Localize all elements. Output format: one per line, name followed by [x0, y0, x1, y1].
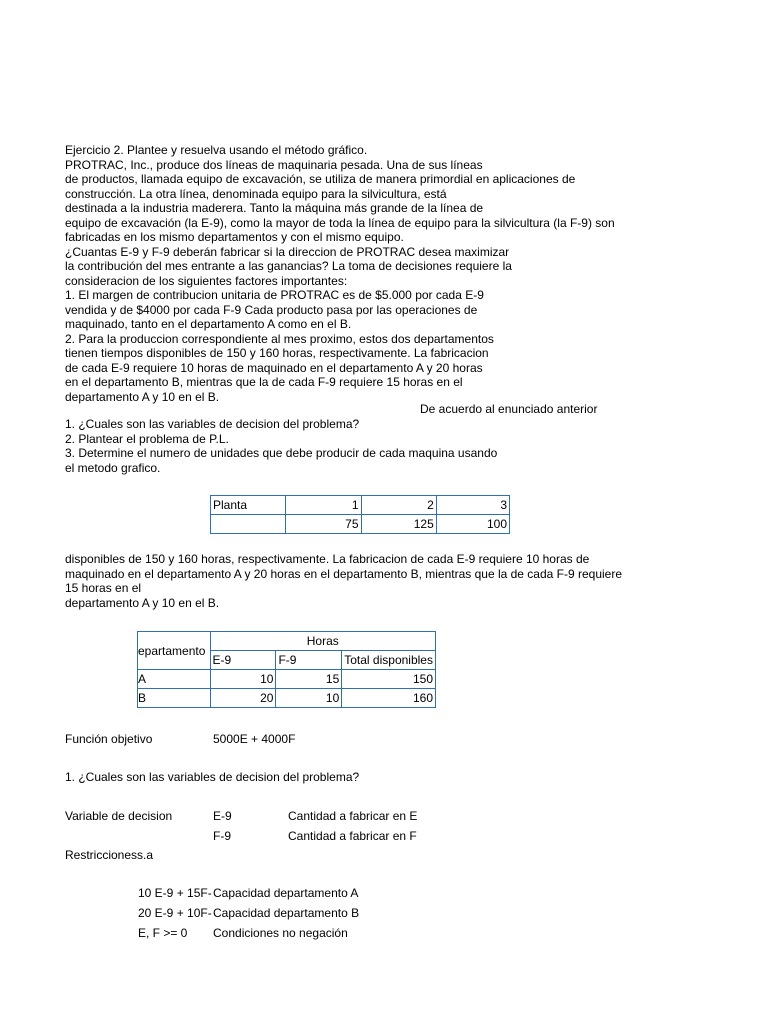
- right-note: De acuerdo al enunciado anterior: [420, 402, 598, 416]
- variable-name: E-9: [213, 809, 232, 823]
- table-row: [211, 515, 510, 534]
- table-cell: 20: [210, 689, 276, 708]
- restriction-expr: 20 E-9 + 10F-: [138, 906, 212, 920]
- table-cell: A: [138, 670, 211, 689]
- restated-line: departamento A y 10 en el B.: [65, 595, 220, 610]
- question-1: 1. ¿Cuales son las variables de decision del problema?: [65, 770, 360, 784]
- statement-line: de cada E-9 requiere 10 horas de maquinado en el departamento A y 20 horas: [65, 360, 483, 375]
- objective-expr: 5000E + 4000F: [213, 732, 296, 746]
- statement-line: ¿Cuantas E-9 y F-9 deberán fabricar si la direccion de PROTRAC desea maximizar: [65, 244, 510, 259]
- hours-table: [137, 631, 436, 708]
- statement-line: tienen tiempos disponibles de 150 y 160 horas, respectivamente. La fabricacion: [65, 346, 489, 360]
- statement-line: en el departamento B, mientras que la de cada F-9 requiere 15 horas en el: [65, 375, 463, 389]
- table-row: [138, 689, 436, 708]
- statement-line: fabricadas en los mismo departamentos y con el mismo equipo.: [65, 230, 404, 244]
- statement-line: PROTRAC, Inc., produce dos líneas de maquinaria pesada. Una de sus líneas: [65, 157, 483, 172]
- statement-line: 2. Para la produccion correspondiente al mes proximo, estos dos departamentos: [65, 331, 494, 346]
- restated-line: maquinado en el departamento A y 20 horas en el departamento B, mientras que la de cada F-9 requiere: [65, 566, 623, 581]
- exercise-statement: [65, 143, 615, 404]
- dept-header: epartamento: [138, 632, 211, 670]
- statement-line: equipo de excavación (la E-9), como la mayor de toda la línea de equipo para la silvicultura (la F-9) son: [65, 215, 615, 230]
- statement-line: consideracion de los siguientes factores importantes:: [65, 273, 348, 288]
- table-row: [211, 496, 510, 515]
- planta-table: [210, 495, 510, 534]
- col-header-f9: F-9: [276, 651, 342, 670]
- table-cell: 150: [342, 670, 436, 689]
- table-cell: 75: [286, 515, 361, 534]
- questions-list: [65, 417, 497, 475]
- restrictions-label: Restriccioness.a: [65, 848, 154, 862]
- table-cell: 10: [210, 670, 276, 689]
- statement-line: maquinado, tanto en el departamento A como en el B.: [65, 317, 352, 331]
- table-cell: 10: [276, 689, 342, 708]
- table-cell: 3: [436, 496, 509, 515]
- table-cell: B: [138, 689, 211, 708]
- table-cell: 125: [361, 515, 436, 534]
- col-header-total: Total disponibles: [342, 651, 436, 670]
- restriction-desc: Condiciones no negación: [213, 926, 348, 940]
- restriction-desc: Capacidad departamento B: [213, 906, 360, 920]
- question-line: 1. ¿Cuales son las variables de decision del problema?: [65, 417, 360, 431]
- objective-label: Función objetivo: [65, 732, 153, 746]
- table-row: [138, 632, 436, 651]
- question-line: 2. Plantear el problema de P.L.: [65, 431, 229, 446]
- table-cell: 15: [276, 670, 342, 689]
- statement-line: la contribución del mes entrante a las ganancias? La toma de decisiones requiere la: [65, 259, 512, 273]
- table-cell: Planta: [211, 496, 286, 515]
- restriction-expr: 10 E-9 + 15F-: [138, 886, 212, 900]
- statement-line: de productos, llamada equipo de excavación, se utiliza de manera primordial en aplicaciones de: [65, 172, 576, 186]
- variable-name: F-9: [213, 829, 231, 843]
- col-header-e9: E-9: [210, 651, 276, 670]
- variables-label: Variable de decision: [65, 809, 173, 823]
- restated-line: 15 horas en el: [65, 581, 142, 595]
- statement-line: destinada a la industria maderera. Tanto la máquina más grande de la línea de: [65, 201, 484, 215]
- restriction-desc: Capacidad departamento A: [213, 886, 359, 900]
- table-cell: 2: [361, 496, 436, 515]
- variable-desc: Cantidad a fabricar en E: [288, 809, 418, 823]
- statement-line: vendida y de $4000 por cada F-9 Cada producto pasa por las operaciones de: [65, 302, 478, 317]
- table-cell: [211, 515, 286, 534]
- variable-desc: Cantidad a fabricar en F: [288, 829, 417, 843]
- table-cell: 100: [436, 515, 509, 534]
- restated-line: disponibles de 150 y 160 horas, respectivamente. La fabricacion de cada E-9 requiere 10 horas de: [65, 552, 590, 566]
- statement-line: Ejercicio 2. Plantee y resuelva usando el método gráfico.: [65, 143, 368, 157]
- question-line: 3. Determine el numero de unidades que debe producir de cada maquina usando: [65, 446, 498, 460]
- restriction-expr: E, F >= 0: [138, 926, 188, 940]
- statement-line: construcción. La otra línea, denominada equipo para la silvicultura, está: [65, 186, 447, 201]
- table-cell: 160: [342, 689, 436, 708]
- statement-line: departamento A y 10 en el B.: [65, 389, 220, 404]
- restated-text: [65, 552, 622, 610]
- question-line: el metodo grafico.: [65, 460, 161, 475]
- table-row: [138, 670, 436, 689]
- table-cell: 1: [286, 496, 361, 515]
- statement-line: 1. El margen de contribucion unitaria de PROTRAC es de $5.000 por cada E-9: [65, 288, 484, 302]
- group-header: Horas: [210, 632, 435, 651]
